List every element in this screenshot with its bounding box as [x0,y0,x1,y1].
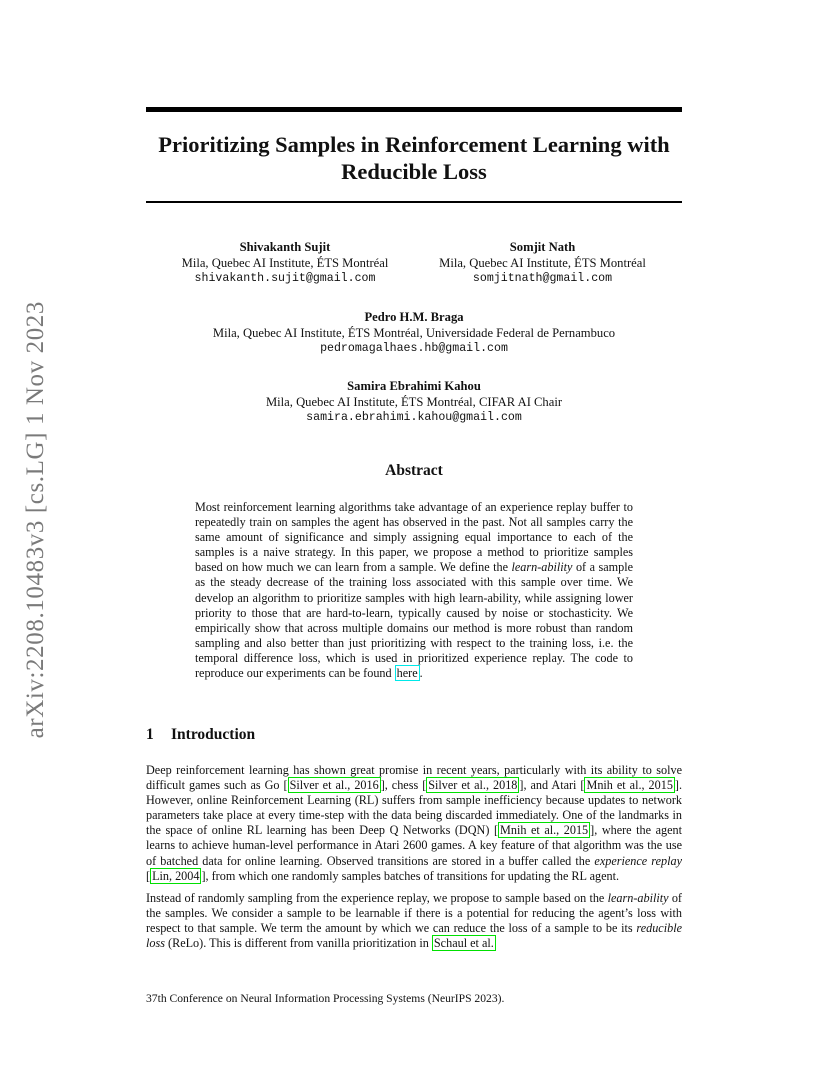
abstract-text: . [419,666,423,681]
paragraph-text: (ReLo). This is different from vanilla prioritization in [164,936,432,951]
section-number: 1 [146,726,154,743]
paragraph-emphasis: learn-ability [607,890,669,905]
paragraph-text: , where the agent learns to achieve human-level performance in Atari 2600 games. A key feature of that algorithm was the use of batched data for online learning. Observed transitions are stored in a buffer called the [146,823,682,868]
paper-title-line-2: Reducible Loss [341,159,487,184]
author-4 [146,378,682,426]
paragraph: Deep reinforcement learning has shown great promise in recent years, particularly with its ability to solve difficult games such as Go [ Silver et al., 2016 ], chess [ Silver et al., 2018 ], and Atari [ Mnih et al., 2015 ]. However, online Reinforcement Learning (RL) suffers from sample inefficiency because updates to network parameters take place at every time-step with the data being discarded immediately. One of the landmarks in the space of online RL learning has been Deep Q Networks (DQN) [ Mnih et al., 2015 ], where the agent learns to achieve human-level performance in Atari 2600 games. A key feature of that algorithm was the use of batched data for online learning. Observed transitions are stored in a buffer called the experience replay [ Lin, 2004 ], from which one randomly samples batches of transitions for updating the RL agent. [146,763,683,883]
arxiv-identifier [18,290,54,750]
abstract-heading: Abstract [385,462,443,479]
author-affiliation: Mila, Quebec AI Institute, ÉTS Montréal, CIFAR AI Chair [265,395,563,409]
author-affiliation: Mila, Quebec AI Institute, ÉTS Montréal, Universidade Federal de Pernambuco [212,326,616,340]
author-email[interactable]: somjitnath@gmail.com [472,272,613,285]
section-title: Introduction [171,726,256,743]
paragraph-text: , from which one randomly samples batches of transitions for updating the RL agent. [205,868,620,883]
author-email[interactable]: shivakanth.sujit@gmail.com [194,272,376,285]
section-heading-introduction [146,726,255,744]
citation-link[interactable]: Schaul et al. [433,936,494,951]
citation-link[interactable]: Mnih et al., 2015 [586,778,673,793]
author-2 [415,239,670,287]
paragraph-text: of the samples. We consider a sample to be learnable if there is a potential for reducing the agent’s loss with respect to that sample. We term the amount by which we can reduce the loss of a sample to be its [146,890,682,935]
author-email[interactable]: pedromagalhaes.hb@gmail.com [320,342,508,355]
paper-title [146,131,682,185]
paragraph-text: . However, online Reinforcement Learning (RL) suffers from sample inefficiency because updates to network parameters take place at every time-step with the data being discarded immediately. One of the landmarks in the space of online RL learning has been Deep Q Networks (DQN) [146,778,683,838]
paragraph [146,891,682,951]
author-3 [146,309,682,357]
paper-title-line-1: Prioritizing Samples in Reinforcement Learning with [158,132,670,157]
arxiv-identifier-text: arXiv:2208.10483v3 [cs.LG] 1 Nov 2023 [22,301,49,739]
abstract-emphasis: learn-ability [511,560,573,575]
author-name: Shivakanth Sujit [239,240,331,254]
author-name: Pedro H.M. Braga [364,310,464,324]
paragraph-text: , and Atari [523,778,581,793]
author-name: Somjit Nath [509,240,576,254]
paragraph-emphasis: experience replay [594,853,682,868]
paragraph-emphasis: reducible loss [146,920,682,951]
abstract-text: of a sample as the steady decrease of the training loss associated with this sample over time. We develop an algorithm to prioritize samples with high learn-ability, while assigning lower priority to those that are hard-to-learn, typically caused by noise or stochasticity. We empirically show that across multiple domains our method is more robust than random sampling and also better than just prioritizing with respect to the training loss, i.e. the temporal difference loss, which is used in prioritized experience replay. The code to reproduce our experiments can be found [195,560,633,681]
author-1 [160,239,410,287]
author-name: Samira Ebrahimi Kahou [347,379,481,393]
abstract-body [195,500,633,681]
title-rule-bottom [146,201,682,203]
citation-link[interactable]: Silver et al., 2018 [428,778,518,793]
citation-link[interactable]: Silver et al., 2016 [289,778,379,793]
paragraph-text: Instead of randomly sampling from the experience replay, we propose to sample based on the [146,890,608,905]
abstract-text: Most reinforcement learning algorithms take advantage of an experience replay buffer to repeatedly train on samples the agent has observed in the past. Not all samples carry the same amount of significance and simply assigning equal importance to each of the samples is a naive strategy. In this paper, we propose a method to prioritize samples based on how much we can learn from a sample. We define the [195,500,633,575]
author-email[interactable]: samira.ebrahimi.kahou@gmail.com [306,411,522,424]
paragraph-text: , chess [384,778,423,793]
paragraph-text: Deep reinforcement learning has shown great promise in recent years, particularly with its ability to solve difficult games such as Go [146,763,682,793]
author-affiliation: Mila, Quebec AI Institute, ÉTS Montréal [181,256,389,270]
conference-footnote: 37th Conference on Neural Information Processing Systems (NeurIPS 2023). [146,992,505,1005]
citation-link[interactable]: Lin, 2004 [152,868,200,883]
title-rule-top [146,107,682,112]
code-link[interactable]: here [396,666,418,681]
citation-link[interactable]: Mnih et al., 2015 [500,823,589,838]
author-affiliation: Mila, Quebec AI Institute, ÉTS Montréal [439,256,646,270]
introduction-body [146,763,682,958]
